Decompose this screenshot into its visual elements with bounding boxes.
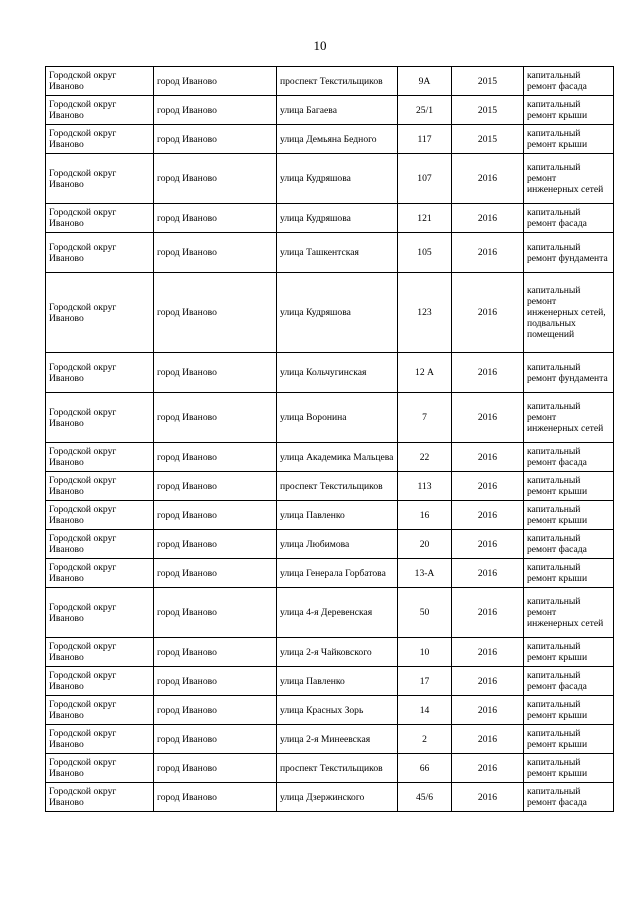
district-cell: Городской округ Иваново — [46, 530, 154, 559]
year-cell: 2016 — [452, 204, 524, 233]
year-cell: 2016 — [452, 754, 524, 783]
table-row — [46, 96, 614, 125]
work-type-cell: капитальный ремонт крыши — [524, 638, 614, 667]
work-type-cell: капитальный ремонт крыши — [524, 559, 614, 588]
street-cell: улица Воронина — [277, 393, 398, 443]
year-cell: 2016 — [452, 588, 524, 638]
house-number-cell: 105 — [398, 233, 452, 273]
table-row — [46, 233, 614, 273]
house-number-cell: 10 — [398, 638, 452, 667]
work-type-cell: капитальный ремонт фундамента — [524, 353, 614, 393]
table-row — [46, 273, 614, 353]
house-number-cell: 12 А — [398, 353, 452, 393]
table-row — [46, 67, 614, 96]
city-cell: город Иваново — [154, 96, 277, 125]
district-cell: Городской округ Иваново — [46, 393, 154, 443]
table-row — [46, 353, 614, 393]
work-type-cell: капитальный ремонт инженерных сетей — [524, 393, 614, 443]
street-cell: улица Демьяна Бедного — [277, 125, 398, 154]
district-cell: Городской округ Иваново — [46, 667, 154, 696]
street-cell: улица Академика Мальцева — [277, 443, 398, 472]
year-cell: 2016 — [452, 154, 524, 204]
table-row — [46, 667, 614, 696]
house-number-cell: 50 — [398, 588, 452, 638]
work-type-cell: капитальный ремонт фасада — [524, 530, 614, 559]
city-cell: город Иваново — [154, 530, 277, 559]
table-row — [46, 501, 614, 530]
house-number-cell: 66 — [398, 754, 452, 783]
house-number-cell: 22 — [398, 443, 452, 472]
work-type-cell: капитальный ремонт крыши — [524, 754, 614, 783]
house-number-cell: 121 — [398, 204, 452, 233]
house-number-cell: 16 — [398, 501, 452, 530]
house-number-cell: 117 — [398, 125, 452, 154]
year-cell: 2016 — [452, 696, 524, 725]
district-cell: Городской округ Иваново — [46, 725, 154, 754]
work-type-cell: капитальный ремонт фасада — [524, 443, 614, 472]
table-row — [46, 204, 614, 233]
house-number-cell: 7 — [398, 393, 452, 443]
house-number-cell: 20 — [398, 530, 452, 559]
city-cell: город Иваново — [154, 783, 277, 812]
table-row — [46, 125, 614, 154]
work-type-cell: капитальный ремонт фасада — [524, 67, 614, 96]
district-cell: Городской округ Иваново — [46, 696, 154, 725]
table-body — [46, 67, 614, 812]
street-cell: улица Ташкентская — [277, 233, 398, 273]
street-cell: улица 2-я Минеевская — [277, 725, 398, 754]
year-cell: 2016 — [452, 353, 524, 393]
table-row — [46, 783, 614, 812]
street-cell: улица Кольчугинская — [277, 353, 398, 393]
work-type-cell: капитальный ремонт крыши — [524, 696, 614, 725]
street-cell: улица Кудряшова — [277, 204, 398, 233]
district-cell: Городской округ Иваново — [46, 588, 154, 638]
district-cell: Городской округ Иваново — [46, 754, 154, 783]
work-type-cell: капитальный ремонт крыши — [524, 125, 614, 154]
year-cell: 2016 — [452, 783, 524, 812]
repair-registry-table — [45, 66, 614, 812]
city-cell: город Иваново — [154, 273, 277, 353]
district-cell: Городской округ Иваново — [46, 125, 154, 154]
city-cell: город Иваново — [154, 501, 277, 530]
house-number-cell: 107 — [398, 154, 452, 204]
work-type-cell: капитальный ремонт инженерных сетей — [524, 154, 614, 204]
city-cell: город Иваново — [154, 125, 277, 154]
house-number-cell: 123 — [398, 273, 452, 353]
city-cell: город Иваново — [154, 353, 277, 393]
city-cell: город Иваново — [154, 638, 277, 667]
year-cell: 2016 — [452, 530, 524, 559]
street-cell: улица Любимова — [277, 530, 398, 559]
street-cell: улица Кудряшова — [277, 273, 398, 353]
city-cell: город Иваново — [154, 154, 277, 204]
house-number-cell: 2 — [398, 725, 452, 754]
table-row — [46, 154, 614, 204]
district-cell: Городской округ Иваново — [46, 501, 154, 530]
street-cell: проспект Текстильщиков — [277, 754, 398, 783]
street-cell: улица 4-я Деревенская — [277, 588, 398, 638]
house-number-cell: 45/6 — [398, 783, 452, 812]
city-cell: город Иваново — [154, 725, 277, 754]
table-row — [46, 559, 614, 588]
year-cell: 2016 — [452, 393, 524, 443]
street-cell: проспект Текстильщиков — [277, 67, 398, 96]
street-cell: улица Павленко — [277, 667, 398, 696]
city-cell: город Иваново — [154, 204, 277, 233]
district-cell: Городской округ Иваново — [46, 559, 154, 588]
year-cell: 2016 — [452, 443, 524, 472]
district-cell: Городской округ Иваново — [46, 154, 154, 204]
work-type-cell: капитальный ремонт фасада — [524, 204, 614, 233]
year-cell: 2015 — [452, 96, 524, 125]
table-row — [46, 443, 614, 472]
street-cell: улица 2-я Чайковского — [277, 638, 398, 667]
table-row — [46, 754, 614, 783]
year-cell: 2016 — [452, 472, 524, 501]
city-cell: город Иваново — [154, 754, 277, 783]
year-cell: 2015 — [452, 125, 524, 154]
district-cell: Городской округ Иваново — [46, 204, 154, 233]
city-cell: город Иваново — [154, 696, 277, 725]
city-cell: город Иваново — [154, 233, 277, 273]
year-cell: 2016 — [452, 725, 524, 754]
house-number-cell: 17 — [398, 667, 452, 696]
year-cell: 2016 — [452, 559, 524, 588]
street-cell: улица Павленко — [277, 501, 398, 530]
district-cell: Городской округ Иваново — [46, 96, 154, 125]
house-number-cell: 25/1 — [398, 96, 452, 125]
table-row — [46, 725, 614, 754]
street-cell: улица Дзержинского — [277, 783, 398, 812]
district-cell: Городской округ Иваново — [46, 233, 154, 273]
page-number: 10 — [313, 38, 327, 53]
table-row — [46, 588, 614, 638]
year-cell: 2016 — [452, 273, 524, 353]
work-type-cell: капитальный ремонт фундамента — [524, 233, 614, 273]
year-cell: 2016 — [452, 638, 524, 667]
district-cell: Городской округ Иваново — [46, 353, 154, 393]
district-cell: Городской округ Иваново — [46, 443, 154, 472]
table-row — [46, 472, 614, 501]
city-cell: город Иваново — [154, 667, 277, 696]
street-cell: улица Кудряшова — [277, 154, 398, 204]
work-type-cell: капитальный ремонт фасада — [524, 667, 614, 696]
table-row — [46, 530, 614, 559]
district-cell: Городской округ Иваново — [46, 67, 154, 96]
city-cell: город Иваново — [154, 67, 277, 96]
street-cell: проспект Текстильщиков — [277, 472, 398, 501]
year-cell: 2015 — [452, 67, 524, 96]
table-row — [46, 638, 614, 667]
street-cell: улица Генерала Горбатова — [277, 559, 398, 588]
table-row — [46, 696, 614, 725]
city-cell: город Иваново — [154, 559, 277, 588]
house-number-cell: 13-А — [398, 559, 452, 588]
work-type-cell: капитальный ремонт крыши — [524, 472, 614, 501]
city-cell: город Иваново — [154, 443, 277, 472]
work-type-cell: капитальный ремонт фасада — [524, 783, 614, 812]
street-cell: улица Багаева — [277, 96, 398, 125]
work-type-cell: капитальный ремонт инженерных сетей — [524, 588, 614, 638]
year-cell: 2016 — [452, 233, 524, 273]
city-cell: город Иваново — [154, 472, 277, 501]
city-cell: город Иваново — [154, 588, 277, 638]
house-number-cell: 9А — [398, 67, 452, 96]
work-type-cell: капитальный ремонт крыши — [524, 96, 614, 125]
district-cell: Городской округ Иваново — [46, 638, 154, 667]
work-type-cell: капитальный ремонт инженерных сетей, подвальных помещений — [524, 273, 614, 353]
work-type-cell: капитальный ремонт крыши — [524, 501, 614, 530]
house-number-cell: 14 — [398, 696, 452, 725]
table-row — [46, 393, 614, 443]
district-cell: Городской округ Иваново — [46, 472, 154, 501]
house-number-cell: 113 — [398, 472, 452, 501]
district-cell: Городской округ Иваново — [46, 273, 154, 353]
district-cell: Городской округ Иваново — [46, 783, 154, 812]
year-cell: 2016 — [452, 667, 524, 696]
year-cell: 2016 — [452, 501, 524, 530]
street-cell: улица Красных Зорь — [277, 696, 398, 725]
work-type-cell: капитальный ремонт крыши — [524, 725, 614, 754]
city-cell: город Иваново — [154, 393, 277, 443]
